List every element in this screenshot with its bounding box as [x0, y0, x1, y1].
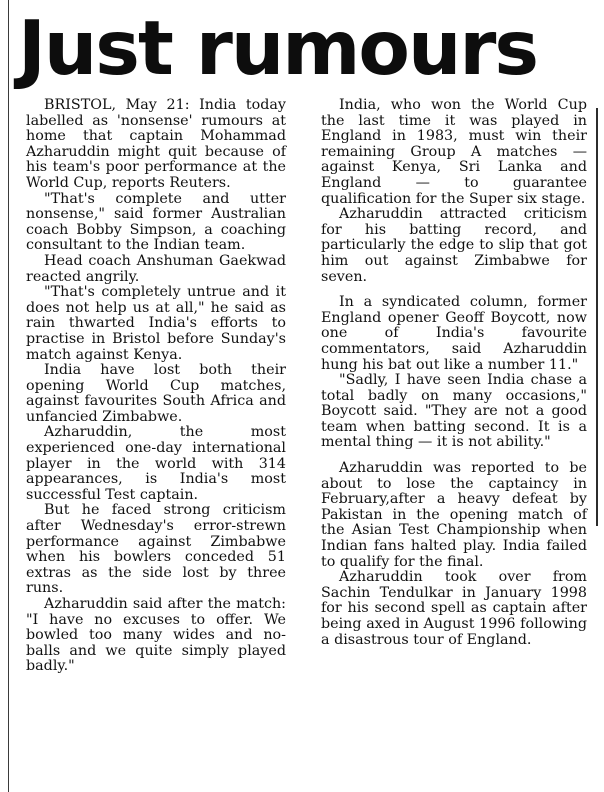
paragraph: Azharuddin was reported to be about to lose the captaincy in February,after a heavy defeat by Pakistan in the opening match of the Asian Test Championship when Indian fans halted play. India failed to qualify for the final. — [321, 460, 587, 570]
paragraph: Azharuddin took over from Sachin Tendulkar in January 1998 for his second spell as captain after being axed in August 1996 following a disastrous tour of England. — [321, 569, 587, 648]
paragraph: But he faced strong criticism after Wednesday's error-strewn performance against Zimbabwe when his bowlers conceded 51 extras as the side lost by three runs. — [26, 502, 286, 597]
column-rule-right — [596, 108, 598, 526]
article-column-left — [26, 98, 286, 675]
paragraph: Head coach Anshuman Gaekwad reacted angrily. — [26, 252, 286, 285]
article-column-right — [321, 98, 587, 648]
paragraph: India have lost both their opening World Cup matches, against favourites South Africa and unfancied Zimbabwe. — [26, 362, 286, 425]
paragraph: "That's completely untrue and it does not help us at all," he said as rain thwarted India's efforts to practise in Bristol before Sunday's match against Kenya. — [26, 284, 286, 363]
paragraph: "That's complete and utter nonsense," said former Australian coach Bobby Simpson, a coaching consultant to the Indian team. — [26, 190, 286, 254]
paragraph: In a syndicated column, former England opener Geoff Boycott, now one of India's favourite commentators, said Azharuddin hung his bat out like a number 11." — [321, 294, 587, 373]
paragraph: "Sadly, I have seen India chase a total badly on many occasions," Boycott said. "They are not a good team when batting second. It is a mental thing — it is not ability." — [321, 372, 587, 451]
paragraph: Azharuddin attracted criticism for his batting record, and particularly the edge to slip that got him out against Zimbabwe for seven. — [321, 206, 587, 285]
clipping-left-edge — [8, 0, 9, 792]
paragraph-dateline: BRISTOL, May 21: India today labelled as 'nonsense' rumours at home that captain Mohammad Azharuddin might quit because of his team's poor performance at the World Cup, reports Reuters. — [26, 97, 286, 191]
paragraph: India, who won the World Cup the last time it was played in England in 1983, must win their remaining Group A matches — against Kenya, Sri Lanka and England — to guarantee qualification for the Super six stage. — [321, 97, 587, 207]
paragraph: Azharuddin said after the match: "I have no excuses to offer. We bowled too many wides and no-balls and we quite simply played badly." — [26, 596, 286, 675]
headline: Just rumours — [18, 4, 537, 92]
paragraph: Azharuddin, the most experienced one-day international player in the world with 314 appearances, is India's most successful Test captain. — [26, 424, 286, 503]
